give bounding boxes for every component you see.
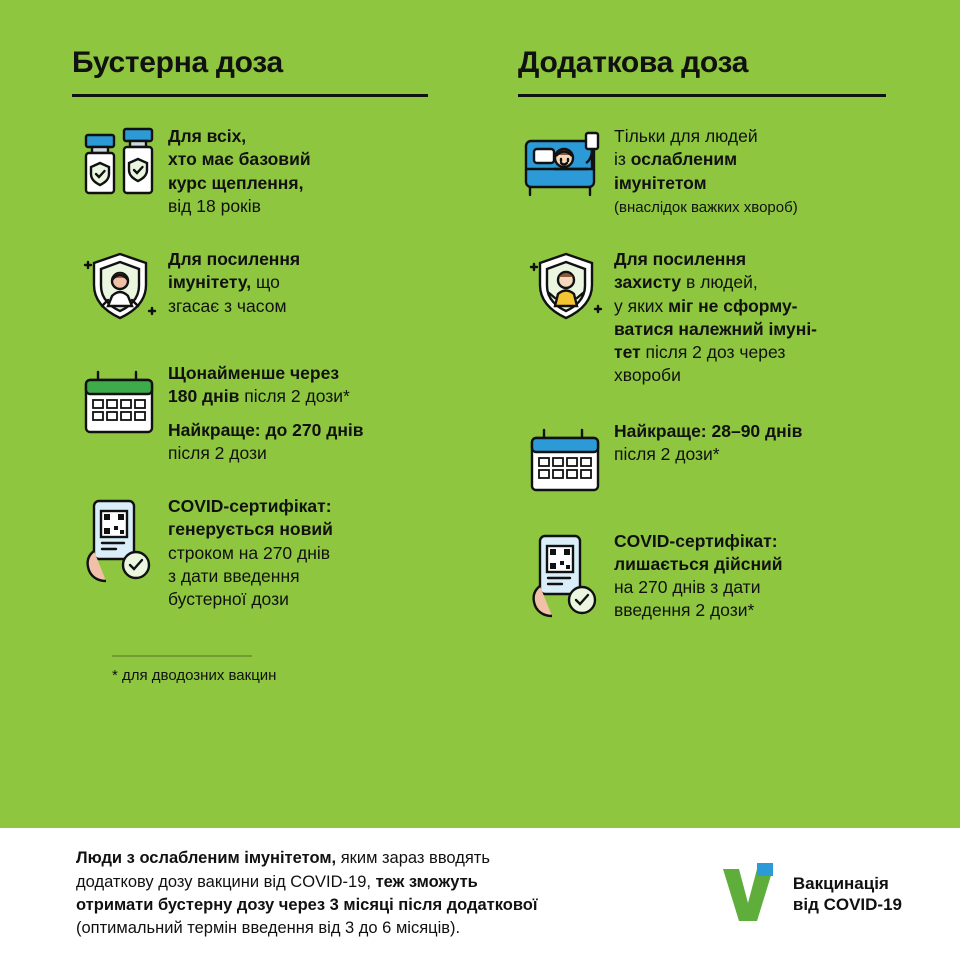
text-line: хто має базовий xyxy=(168,149,311,170)
text-line: ватися належний імуні- xyxy=(614,318,818,339)
text-line: Найкраще: 28–90 днів xyxy=(614,420,803,441)
text-line: імунітетом xyxy=(614,172,707,193)
text-line-bold-part: ослабленим xyxy=(630,149,738,170)
text-line: COVID-сертифікат: xyxy=(614,530,778,551)
text-line: Для всіх, xyxy=(168,126,247,146)
bottom-line-3: отримати бустерну дозу через 3 місяці після додаткової xyxy=(76,896,538,914)
bottom-line-1-rest: яким зараз вводять xyxy=(336,849,490,868)
calendar-green-icon xyxy=(72,360,168,442)
list-item xyxy=(72,493,480,611)
title-divider-right xyxy=(518,94,886,97)
text-line: строком на 270 днів xyxy=(168,542,331,563)
spacer xyxy=(168,409,364,419)
column-booster-dose xyxy=(40,46,480,649)
bottom-line-4: (оптимальний термін введення від 3 до 6 місяців). xyxy=(76,919,461,938)
list-item xyxy=(72,360,480,465)
list-item-text xyxy=(168,123,311,218)
text-line: введення 2 дози* xyxy=(614,600,755,621)
list-item xyxy=(518,418,920,500)
text-line: Для посилення xyxy=(168,249,301,270)
bottom-line-2: додаткову дозу вакцини від COVID-19, xyxy=(76,872,376,891)
text-line: з дати введення xyxy=(168,565,300,586)
list-item-text xyxy=(614,123,798,218)
list-item-text xyxy=(614,418,802,467)
two-vaccine-vials-icon xyxy=(72,123,168,201)
title-divider-left xyxy=(72,94,428,97)
text-line: лишається дійсний xyxy=(614,553,783,574)
list-item xyxy=(518,123,920,218)
text-line: бустерної дози xyxy=(168,589,289,610)
list-item xyxy=(72,246,480,330)
text-line: після 2 дози* xyxy=(614,443,720,464)
list-item-text xyxy=(614,528,783,623)
text-line-rest: у яких xyxy=(614,295,669,316)
text-line-rest: із xyxy=(614,149,631,170)
text-line: після 2 дози xyxy=(168,442,267,463)
text-line: від 18 років xyxy=(168,195,261,216)
text-line: Щонайменше через xyxy=(168,363,340,384)
text-line-bold-part: тет xyxy=(614,342,641,363)
covid-certificate-phone-icon xyxy=(518,528,614,620)
vaccination-logo xyxy=(717,863,924,925)
list-item xyxy=(72,123,480,218)
text-line: згасає з часом xyxy=(168,295,287,316)
text-line-rest: після 2 доз через xyxy=(640,342,786,363)
bottom-text xyxy=(36,847,538,941)
footnote: * для дводозних вакцин xyxy=(112,666,277,684)
bottom-line-2-bold: теж зможуть xyxy=(375,872,478,891)
list-item xyxy=(518,528,920,623)
list-item-text xyxy=(168,246,300,318)
column-title-booster: Бустерна доза xyxy=(72,46,283,79)
bottom-line-1-bold: Люди з ослабленим імунітетом, xyxy=(76,849,337,868)
bottom-bar xyxy=(0,828,960,960)
strong-person-shield-icon xyxy=(518,246,614,330)
text-line: хвороби xyxy=(614,365,681,386)
text-line: Для посилення xyxy=(614,249,747,270)
text-line-bold-part: 180 днів xyxy=(168,386,240,407)
text-line: генерується новий xyxy=(168,519,333,540)
list-item-text xyxy=(614,246,817,388)
patient-in-bed-iv-drip-icon xyxy=(518,123,614,203)
logo-line-1: Вакцинація xyxy=(792,873,889,893)
column-title-additional: Додаткова доза xyxy=(518,46,749,79)
immunity-shield-person-icon xyxy=(72,246,168,330)
text-line-rest: після 2 дози* xyxy=(239,386,350,407)
text-line: Тільки для людей xyxy=(614,126,758,146)
text-line: на 270 днів з дати xyxy=(614,577,761,598)
text-line-rest: в людей, xyxy=(681,272,758,293)
text-line-bold-part: імунітету, xyxy=(168,272,252,293)
text-line-bold-part: захисту xyxy=(614,272,682,293)
logo-v-icon xyxy=(717,863,779,925)
text-line: Найкраще: до 270 днів xyxy=(168,419,364,440)
text-line-note: (внаслідок важких хвороб) xyxy=(614,198,798,216)
text-line-rest: що xyxy=(251,272,280,293)
calendar-blue-icon xyxy=(518,418,614,500)
list-item-text xyxy=(168,493,333,611)
list-item-text xyxy=(168,360,364,465)
logo-label xyxy=(793,873,902,916)
column-additional-dose xyxy=(480,46,920,649)
text-line-bold-part: міг не сформу- xyxy=(668,295,798,316)
text-line: курс щеплення, xyxy=(168,172,304,193)
text-line: COVID-сертифікат: xyxy=(168,496,332,517)
covid-certificate-phone-icon xyxy=(72,493,168,585)
logo-line-2: від COVID-19 xyxy=(792,895,902,914)
list-item xyxy=(518,246,920,388)
footnote-divider xyxy=(112,655,252,657)
